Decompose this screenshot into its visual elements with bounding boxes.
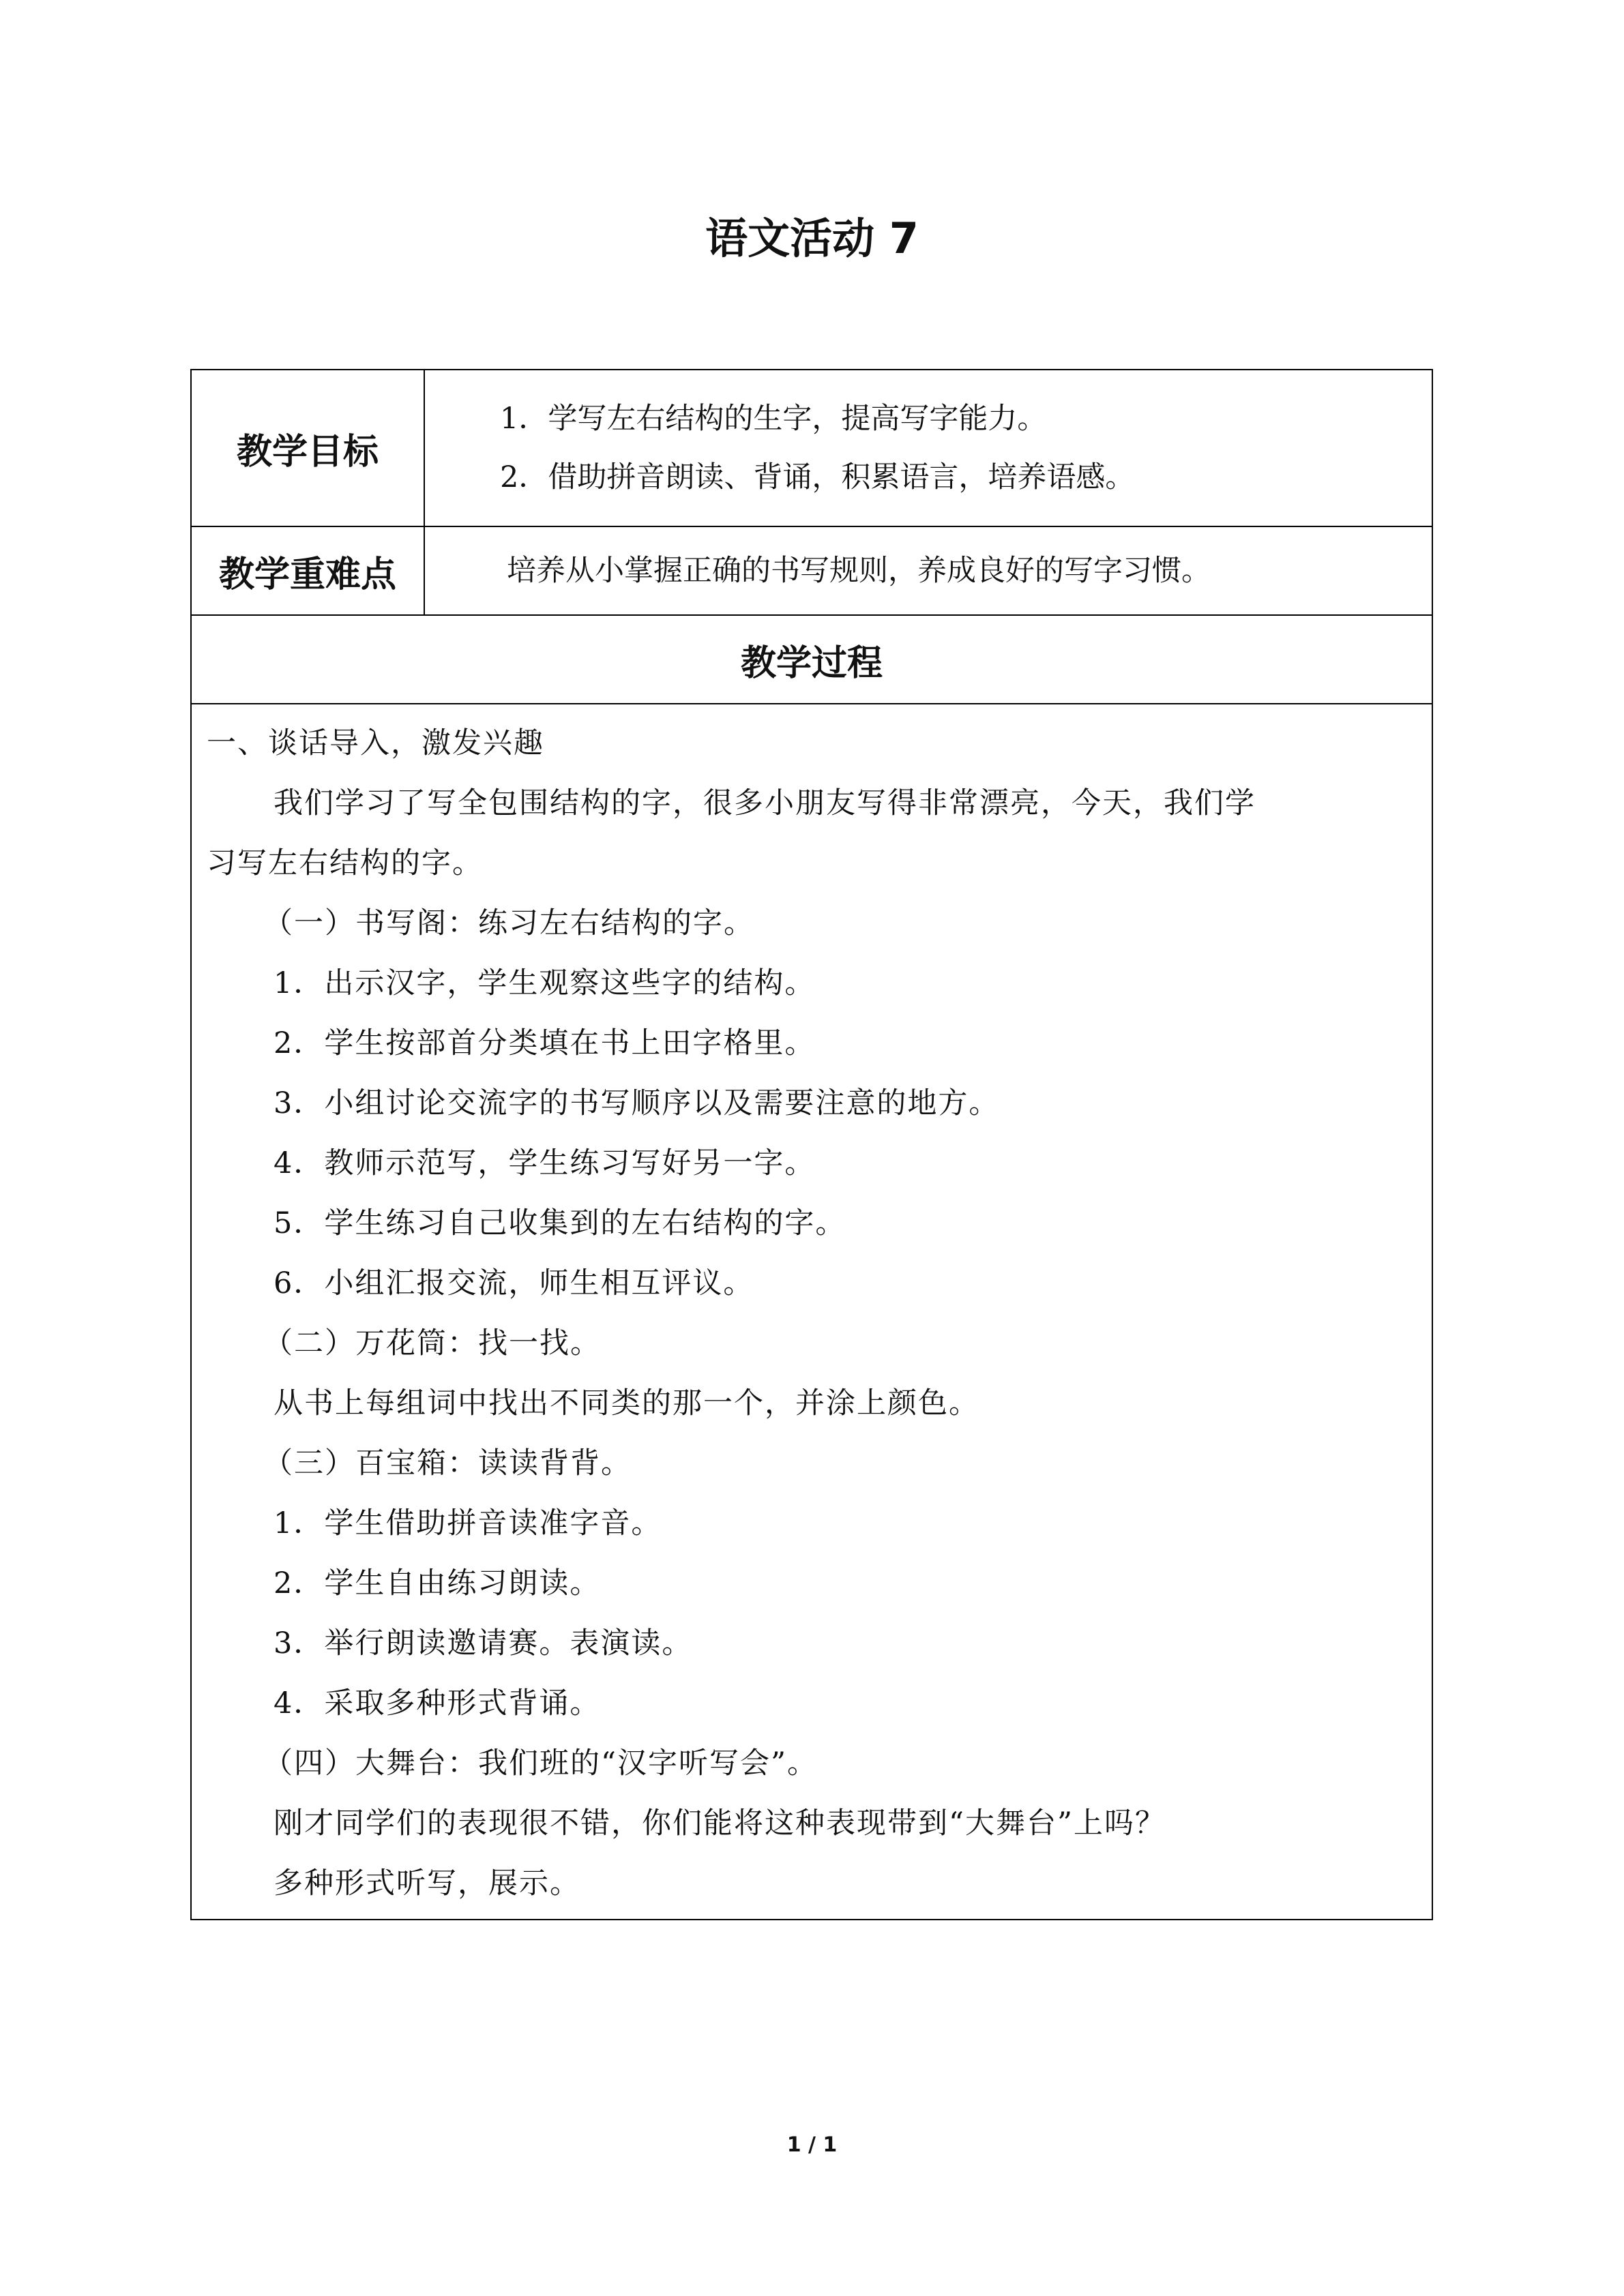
page-number: 1 / 1 — [786, 2133, 838, 2157]
goal-item: 1．学写左右结构的生字，提高写字能力。 — [500, 402, 1047, 436]
process-body — [191, 704, 1432, 1920]
paragraph-line: 多种形式听写，展示。 — [274, 1866, 580, 1900]
subsection-heading: （三）百宝箱：读读背背。 — [263, 1446, 632, 1480]
teaching-goals-content — [424, 370, 1432, 526]
list-item: 5．学生练习自己收集到的左右结构的字。 — [274, 1206, 846, 1240]
list-item: 1．学生借助拼音读准字音。 — [274, 1506, 662, 1540]
list-item: 4．教师示范写，学生练习写好另一字。 — [274, 1146, 816, 1180]
key-points-content — [424, 526, 1432, 615]
subsection-heading: （一）书写阁：练习左右结构的字。 — [263, 906, 754, 940]
process-body-row — [191, 704, 1432, 1920]
teaching-goals-label: 教学目标 — [191, 370, 424, 526]
section-heading: 一、谈话导入，激发兴趣 — [207, 726, 544, 760]
key-points-text: 培养从小掌握正确的书写规则，养成良好的写字习惯。 — [507, 554, 1211, 588]
list-item: 4．采取多种形式背诵。 — [274, 1686, 601, 1720]
list-item: 1．出示汉字，学生观察这些字的结构。 — [274, 966, 816, 1000]
paragraph-line: 刚才同学们的表现很不错，你们能将这种表现带到“大舞台”上吗？ — [274, 1806, 1166, 1840]
paragraph-line: 习写左右结构的字。 — [207, 846, 483, 880]
key-points-label: 教学重难点 — [191, 526, 424, 615]
paragraph-line: 我们学习了写全包围结构的字，很多小朋友写得非常漂亮，今天，我们学 — [274, 786, 1256, 820]
paragraph-line: 从书上每组词中找出不同类的那一个，并涂上颜色。 — [274, 1386, 979, 1420]
subsection-heading: （四）大舞台：我们班的“汉字听写会”。 — [263, 1746, 818, 1780]
list-item: 2．学生按部首分类填在书上田字格里。 — [274, 1026, 816, 1060]
list-item: 3．举行朗读邀请赛。表演读。 — [274, 1626, 693, 1660]
lesson-plan-table — [190, 369, 1433, 1920]
list-item: 2．学生自由练习朗读。 — [274, 1566, 601, 1600]
list-item: 3．小组讨论交流字的书写顺序以及需要注意的地方。 — [274, 1086, 1000, 1120]
document-title: 语文活动 7 — [705, 213, 919, 263]
subsection-heading: （二）万花筒：找一找。 — [263, 1326, 601, 1360]
list-item: 6．小组汇报交流，师生相互评议。 — [274, 1266, 754, 1300]
teaching-goals-row — [191, 370, 1432, 526]
key-points-row — [191, 526, 1432, 615]
process-heading-row — [191, 615, 1432, 704]
process-heading: 教学过程 — [191, 615, 1432, 704]
goal-item: 2．借助拼音朗读、背诵，积累语言，培养语感。 — [500, 460, 1135, 494]
